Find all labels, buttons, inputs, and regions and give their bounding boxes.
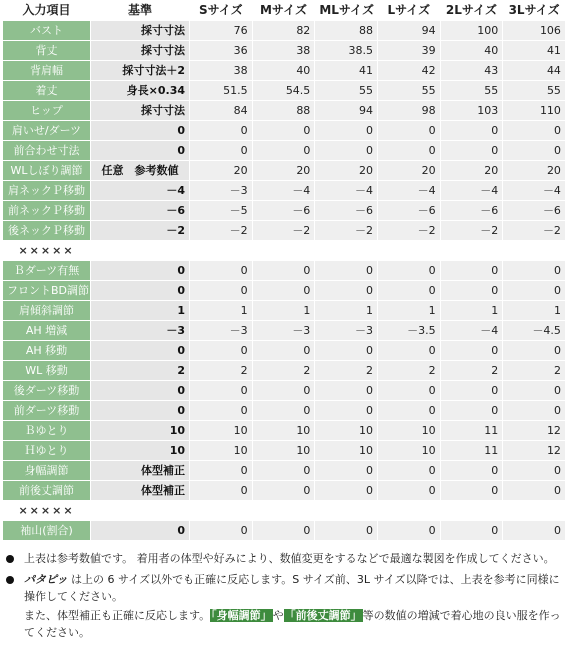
size-value-cell: 0 bbox=[440, 481, 503, 501]
row-item-name: フロントBD調節 bbox=[3, 281, 91, 301]
size-value-cell: 55 bbox=[315, 81, 378, 101]
size-value-cell: 41 bbox=[503, 41, 566, 61]
table-row bbox=[3, 421, 566, 441]
row-basis: －2 bbox=[91, 221, 190, 241]
separator-label: ××××× bbox=[3, 241, 91, 261]
note-2-text: は上の 6 サイズ以外でも正確に反応します。S サイズ前、3L サイズ以降では、上表を参考に同様に操作してください。 bbox=[24, 573, 560, 603]
size-value-cell: 0 bbox=[252, 401, 315, 421]
size-value-cell: 10 bbox=[315, 421, 378, 441]
size-value-cell: 0 bbox=[377, 121, 440, 141]
size-value-cell: 0 bbox=[377, 381, 440, 401]
size-value-cell: －2 bbox=[440, 221, 503, 241]
row-item-name: 前ネックＰ移動 bbox=[3, 201, 91, 221]
brand-name: パタピッ bbox=[24, 573, 68, 586]
size-value-cell: －6 bbox=[315, 201, 378, 221]
size-value-cell: 94 bbox=[377, 21, 440, 41]
size-value-cell: 20 bbox=[503, 161, 566, 181]
separator-blank bbox=[91, 241, 566, 261]
column-header: 2Lサイズ bbox=[440, 1, 503, 21]
size-value-cell: 2 bbox=[190, 361, 253, 381]
separator-row bbox=[3, 241, 566, 261]
size-value-cell: 20 bbox=[315, 161, 378, 181]
size-value-cell: 0 bbox=[440, 401, 503, 421]
size-value-cell: 20 bbox=[377, 161, 440, 181]
size-table bbox=[2, 0, 566, 541]
table-row bbox=[3, 361, 566, 381]
notes-section bbox=[2, 550, 565, 641]
size-value-cell: 0 bbox=[315, 401, 378, 421]
row-basis: 0 bbox=[91, 121, 190, 141]
row-basis: －3 bbox=[91, 321, 190, 341]
size-value-cell: 0 bbox=[377, 401, 440, 421]
size-value-cell: －3 bbox=[315, 321, 378, 341]
size-value-cell: 51.5 bbox=[190, 81, 253, 101]
size-value-cell: 0 bbox=[315, 281, 378, 301]
size-value-cell: 0 bbox=[440, 521, 503, 541]
size-value-cell: 0 bbox=[440, 141, 503, 161]
row-basis: 身長×0.34 bbox=[91, 81, 190, 101]
size-value-cell: 0 bbox=[503, 121, 566, 141]
size-value-cell: 82 bbox=[252, 21, 315, 41]
size-value-cell: 0 bbox=[440, 461, 503, 481]
row-basis: 1 bbox=[91, 301, 190, 321]
size-value-cell: 1 bbox=[440, 301, 503, 321]
size-value-cell: 0 bbox=[377, 481, 440, 501]
table-row bbox=[3, 141, 566, 161]
size-value-cell: 2 bbox=[377, 361, 440, 381]
size-value-cell: 44 bbox=[503, 61, 566, 81]
size-value-cell: 0 bbox=[252, 481, 315, 501]
size-value-cell: 20 bbox=[252, 161, 315, 181]
size-value-cell: 2 bbox=[440, 361, 503, 381]
row-basis: 10 bbox=[91, 421, 190, 441]
column-header: 入力項目 bbox=[3, 1, 91, 21]
size-value-cell: 11 bbox=[440, 441, 503, 461]
size-value-cell: 0 bbox=[440, 341, 503, 361]
size-value-cell: 94 bbox=[315, 101, 378, 121]
row-basis: 0 bbox=[91, 141, 190, 161]
size-value-cell: 0 bbox=[315, 381, 378, 401]
table-row bbox=[3, 181, 566, 201]
size-value-cell: 11 bbox=[440, 421, 503, 441]
size-value-cell: 98 bbox=[377, 101, 440, 121]
size-value-cell: －2 bbox=[377, 221, 440, 241]
size-value-cell: 88 bbox=[315, 21, 378, 41]
row-basis: 0 bbox=[91, 261, 190, 281]
size-value-cell: 84 bbox=[190, 101, 253, 121]
size-value-cell: 0 bbox=[252, 461, 315, 481]
note-3-mid: や bbox=[272, 609, 284, 622]
note-3-pre: また、体型補正も正確に反応します。 bbox=[24, 609, 211, 622]
highlight-body-width: 「身幅調節」 bbox=[211, 609, 272, 622]
size-value-cell: 0 bbox=[252, 281, 315, 301]
table-row bbox=[3, 381, 566, 401]
size-value-cell: 0 bbox=[503, 461, 566, 481]
row-basis: 採寸寸法 bbox=[91, 41, 190, 61]
size-value-cell: 0 bbox=[440, 381, 503, 401]
size-value-cell: 0 bbox=[315, 461, 378, 481]
table-header-row bbox=[3, 1, 566, 21]
size-value-cell: －6 bbox=[377, 201, 440, 221]
note-1-text: 上表は参考数値です。 着用者の体型や好みにより、数値変更をするなどで最適な製図を作成してください。 bbox=[24, 552, 555, 565]
size-value-cell: 0 bbox=[377, 341, 440, 361]
size-value-cell: 10 bbox=[190, 441, 253, 461]
row-item-name: 前ダーツ移動 bbox=[3, 401, 91, 421]
size-value-cell: 103 bbox=[440, 101, 503, 121]
table-row bbox=[3, 41, 566, 61]
size-value-cell: 55 bbox=[503, 81, 566, 101]
row-item-name: 背肩幅 bbox=[3, 61, 91, 81]
size-value-cell: 0 bbox=[190, 381, 253, 401]
table-row bbox=[3, 81, 566, 101]
size-value-cell: 20 bbox=[190, 161, 253, 181]
size-value-cell: －4 bbox=[377, 181, 440, 201]
table-row bbox=[3, 461, 566, 481]
row-basis: 任意 参考数値 bbox=[91, 161, 190, 181]
column-header: MLサイズ bbox=[315, 1, 378, 21]
size-value-cell: 0 bbox=[377, 261, 440, 281]
size-value-cell: －2 bbox=[503, 221, 566, 241]
size-value-cell: 38.5 bbox=[315, 41, 378, 61]
table-row bbox=[3, 161, 566, 181]
separator-blank bbox=[91, 501, 566, 521]
size-value-cell: 39 bbox=[377, 41, 440, 61]
table-body bbox=[3, 21, 566, 541]
size-value-cell: 0 bbox=[252, 141, 315, 161]
size-value-cell: 1 bbox=[190, 301, 253, 321]
size-value-cell: 0 bbox=[377, 461, 440, 481]
table-row bbox=[3, 221, 566, 241]
size-value-cell: 2 bbox=[315, 361, 378, 381]
size-value-cell: 10 bbox=[252, 421, 315, 441]
size-value-cell: 0 bbox=[190, 261, 253, 281]
size-value-cell: 0 bbox=[377, 281, 440, 301]
size-value-cell: 2 bbox=[503, 361, 566, 381]
size-value-cell: －2 bbox=[252, 221, 315, 241]
size-value-cell: 0 bbox=[503, 381, 566, 401]
size-value-cell: 0 bbox=[440, 281, 503, 301]
size-value-cell: 0 bbox=[315, 481, 378, 501]
size-value-cell: －4 bbox=[252, 181, 315, 201]
table-row bbox=[3, 261, 566, 281]
row-basis: 体型補正 bbox=[91, 481, 190, 501]
size-value-cell: 0 bbox=[503, 521, 566, 541]
row-basis: －4 bbox=[91, 181, 190, 201]
size-value-cell: 38 bbox=[252, 41, 315, 61]
size-value-cell: 0 bbox=[252, 521, 315, 541]
size-value-cell: －6 bbox=[503, 201, 566, 221]
size-value-cell: －4 bbox=[440, 181, 503, 201]
size-value-cell: 10 bbox=[377, 421, 440, 441]
size-value-cell: 0 bbox=[315, 341, 378, 361]
column-header: 基準 bbox=[91, 1, 190, 21]
size-value-cell: 1 bbox=[503, 301, 566, 321]
size-value-cell: －4 bbox=[315, 181, 378, 201]
size-value-cell: 10 bbox=[315, 441, 378, 461]
size-value-cell: －3.5 bbox=[377, 321, 440, 341]
size-value-cell: 42 bbox=[377, 61, 440, 81]
note-3 bbox=[2, 607, 565, 641]
size-value-cell: 0 bbox=[190, 281, 253, 301]
size-value-cell: 10 bbox=[377, 441, 440, 461]
row-item-name: 身幅調節 bbox=[3, 461, 91, 481]
size-value-cell: 20 bbox=[440, 161, 503, 181]
separator-label: ××××× bbox=[3, 501, 91, 521]
row-item-name: WL 移動 bbox=[3, 361, 91, 381]
table-row bbox=[3, 521, 566, 541]
row-item-name: AH 移動 bbox=[3, 341, 91, 361]
row-basis: 採寸寸法＋2 bbox=[91, 61, 190, 81]
size-value-cell: 1 bbox=[315, 301, 378, 321]
size-value-cell: 36 bbox=[190, 41, 253, 61]
size-value-cell: －6 bbox=[440, 201, 503, 221]
size-table-container bbox=[2, 0, 565, 541]
row-item-name: 肩いせ/ダーツ bbox=[3, 121, 91, 141]
size-value-cell: 0 bbox=[252, 381, 315, 401]
row-basis: 0 bbox=[91, 381, 190, 401]
row-item-name: 肩傾斜調節 bbox=[3, 301, 91, 321]
size-value-cell: －6 bbox=[252, 201, 315, 221]
size-value-cell: 0 bbox=[440, 121, 503, 141]
size-value-cell: 0 bbox=[252, 261, 315, 281]
row-item-name: 後ネックＰ移動 bbox=[3, 221, 91, 241]
table-row bbox=[3, 321, 566, 341]
size-value-cell: 12 bbox=[503, 421, 566, 441]
row-item-name: ヒップ bbox=[3, 101, 91, 121]
size-value-cell: 0 bbox=[440, 261, 503, 281]
row-basis: 2 bbox=[91, 361, 190, 381]
size-value-cell: 0 bbox=[252, 341, 315, 361]
row-basis: 体型補正 bbox=[91, 461, 190, 481]
row-item-name: WLしぼり調節 bbox=[3, 161, 91, 181]
table-row bbox=[3, 101, 566, 121]
size-value-cell: 10 bbox=[190, 421, 253, 441]
size-value-cell: 0 bbox=[190, 121, 253, 141]
size-value-cell: 0 bbox=[315, 261, 378, 281]
size-value-cell: －5 bbox=[190, 201, 253, 221]
size-value-cell: 88 bbox=[252, 101, 315, 121]
table-row bbox=[3, 301, 566, 321]
bullet-icon bbox=[6, 555, 14, 563]
size-value-cell: 76 bbox=[190, 21, 253, 41]
note-2 bbox=[2, 571, 565, 605]
row-basis: －6 bbox=[91, 201, 190, 221]
row-basis: 10 bbox=[91, 441, 190, 461]
size-value-cell: 0 bbox=[503, 341, 566, 361]
size-value-cell: 12 bbox=[503, 441, 566, 461]
note-1 bbox=[2, 550, 565, 567]
row-item-name: 後ダーツ移動 bbox=[3, 381, 91, 401]
row-basis: 採寸寸法 bbox=[91, 21, 190, 41]
row-basis: 採寸寸法 bbox=[91, 101, 190, 121]
column-header: Mサイズ bbox=[252, 1, 315, 21]
row-basis: 0 bbox=[91, 521, 190, 541]
table-row bbox=[3, 401, 566, 421]
table-row bbox=[3, 441, 566, 461]
size-value-cell: 100 bbox=[440, 21, 503, 41]
size-value-cell: －4.5 bbox=[503, 321, 566, 341]
size-value-cell: 55 bbox=[440, 81, 503, 101]
size-value-cell: 0 bbox=[190, 341, 253, 361]
size-value-cell: －4 bbox=[440, 321, 503, 341]
size-value-cell: 1 bbox=[377, 301, 440, 321]
size-value-cell: 0 bbox=[190, 141, 253, 161]
row-item-name: Ｂダーツ有無 bbox=[3, 261, 91, 281]
table-row bbox=[3, 121, 566, 141]
size-value-cell: 38 bbox=[190, 61, 253, 81]
row-item-name: Ｈゆとり bbox=[3, 441, 91, 461]
size-value-cell: －3 bbox=[190, 321, 253, 341]
size-value-cell: 2 bbox=[252, 361, 315, 381]
size-value-cell: 40 bbox=[252, 61, 315, 81]
table-row bbox=[3, 341, 566, 361]
size-value-cell: －4 bbox=[503, 181, 566, 201]
table-row bbox=[3, 281, 566, 301]
size-value-cell: 41 bbox=[315, 61, 378, 81]
row-basis: 0 bbox=[91, 281, 190, 301]
row-basis: 0 bbox=[91, 341, 190, 361]
size-value-cell: 0 bbox=[503, 261, 566, 281]
size-value-cell: 0 bbox=[503, 401, 566, 421]
row-item-name: 背丈 bbox=[3, 41, 91, 61]
size-value-cell: 0 bbox=[252, 121, 315, 141]
size-value-cell: 0 bbox=[315, 121, 378, 141]
size-value-cell: 0 bbox=[377, 141, 440, 161]
note-3-post: 等の数値の増減で着心地の良い服を作ってください。 bbox=[24, 609, 561, 639]
table-row bbox=[3, 481, 566, 501]
size-value-cell: 0 bbox=[190, 481, 253, 501]
size-value-cell: 0 bbox=[315, 521, 378, 541]
size-value-cell: 110 bbox=[503, 101, 566, 121]
size-value-cell: 55 bbox=[377, 81, 440, 101]
separator-row bbox=[3, 501, 566, 521]
highlight-front-back-length: 「前後丈調節」 bbox=[284, 609, 362, 622]
row-basis: 0 bbox=[91, 401, 190, 421]
column-header: 3Lサイズ bbox=[503, 1, 566, 21]
size-value-cell: 0 bbox=[503, 481, 566, 501]
bullet-icon bbox=[6, 576, 14, 584]
size-value-cell: 0 bbox=[190, 521, 253, 541]
size-value-cell: 40 bbox=[440, 41, 503, 61]
row-item-name: AH 増減 bbox=[3, 321, 91, 341]
row-item-name: 前合わせ寸法 bbox=[3, 141, 91, 161]
row-item-name: 袖山(割合) bbox=[3, 521, 91, 541]
row-item-name: バスト bbox=[3, 21, 91, 41]
size-value-cell: 1 bbox=[252, 301, 315, 321]
column-header: Lサイズ bbox=[377, 1, 440, 21]
table-row bbox=[3, 21, 566, 41]
size-value-cell: －2 bbox=[315, 221, 378, 241]
size-value-cell: －3 bbox=[190, 181, 253, 201]
size-value-cell: －2 bbox=[190, 221, 253, 241]
size-value-cell: 0 bbox=[190, 401, 253, 421]
table-row bbox=[3, 61, 566, 81]
size-value-cell: 43 bbox=[440, 61, 503, 81]
size-value-cell: 0 bbox=[503, 141, 566, 161]
table-row bbox=[3, 201, 566, 221]
row-item-name: 着丈 bbox=[3, 81, 91, 101]
row-item-name: 肩ネックＰ移動 bbox=[3, 181, 91, 201]
size-value-cell: 0 bbox=[190, 461, 253, 481]
row-item-name: Ｂゆとり bbox=[3, 421, 91, 441]
size-value-cell: 0 bbox=[377, 521, 440, 541]
size-value-cell: 106 bbox=[503, 21, 566, 41]
size-value-cell: 54.5 bbox=[252, 81, 315, 101]
size-value-cell: 0 bbox=[315, 141, 378, 161]
size-value-cell: －3 bbox=[252, 321, 315, 341]
size-value-cell: 0 bbox=[503, 281, 566, 301]
size-value-cell: 10 bbox=[252, 441, 315, 461]
column-header: Sサイズ bbox=[190, 1, 253, 21]
row-item-name: 前後丈調節 bbox=[3, 481, 91, 501]
